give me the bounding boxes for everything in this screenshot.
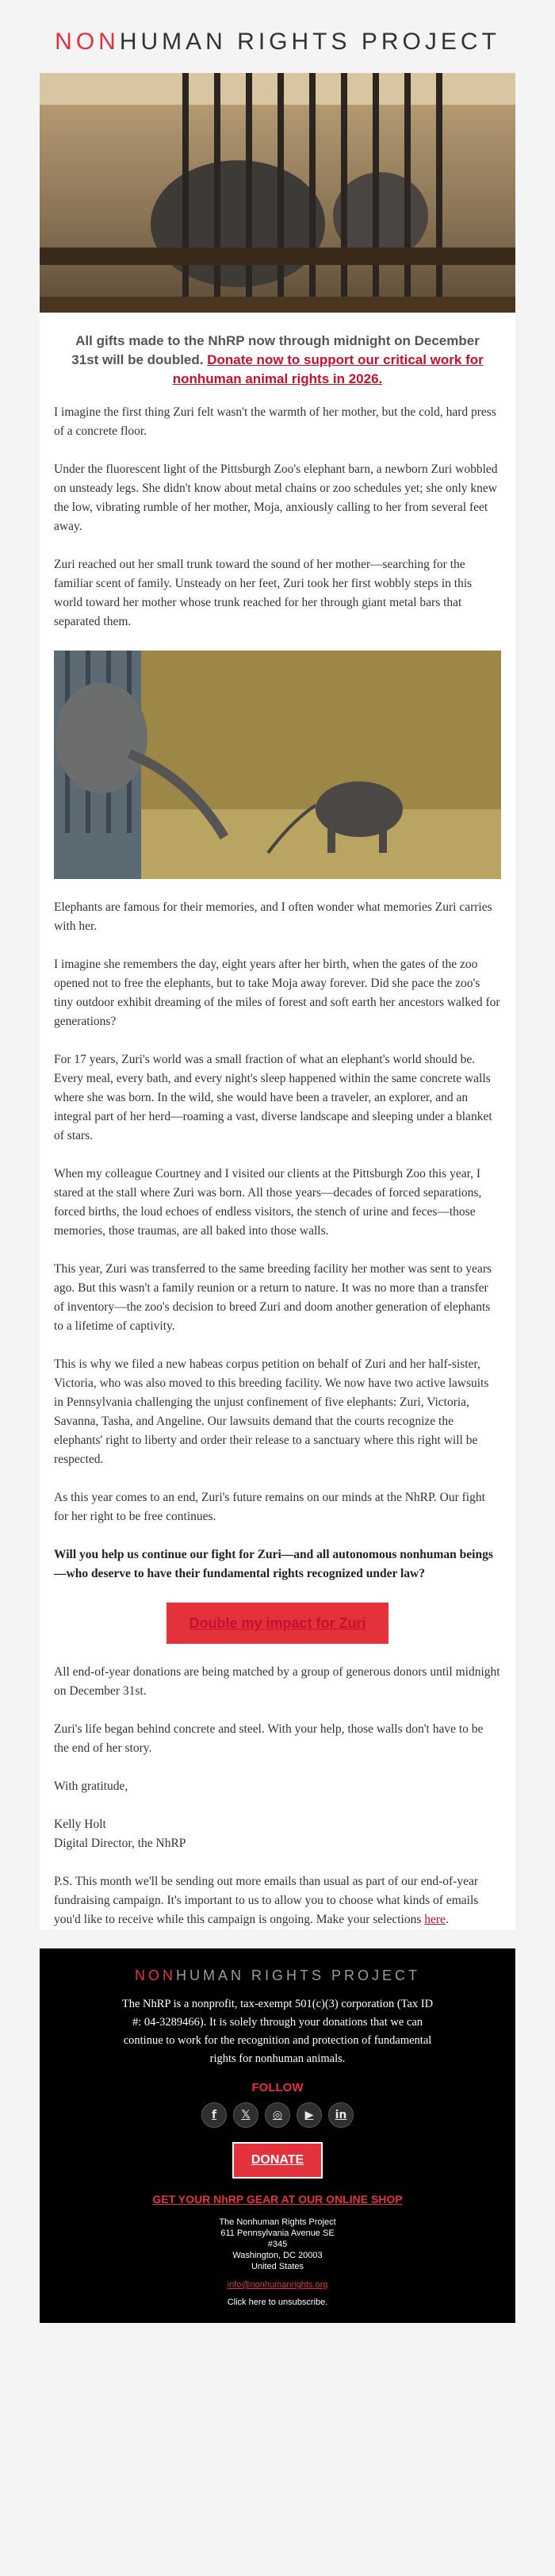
email-preferences-link[interactable]: here <box>424 1913 446 1926</box>
social-links <box>56 2102 500 2128</box>
nonprofit-statement: The NhRP is a nonprofit, tax-exempt 501(c)(3) corporation (Tax ID #: 04-3289466). It is solely through your donations that we can continue to work for the recognition and protection of fundamental rights for nonhuman animals. <box>121 1998 434 2065</box>
online-shop-link[interactable]: GET YOUR NhRP GEAR AT OUR ONLINE SHOP <box>152 2193 403 2206</box>
nhrp-logo[interactable]: NONHUMAN RIGHTS PROJECT <box>55 29 500 55</box>
hero-elephants-image <box>40 73 515 313</box>
donate-intro-link[interactable]: Donate now to support our critical work for nonhuman animal rights in 2026. <box>172 352 484 386</box>
email-body <box>40 73 515 1929</box>
address-line: United States <box>251 2262 304 2271</box>
follow-heading: FOLLOW <box>251 2081 304 2094</box>
address-line: Washington, DC 20003 <box>232 2251 323 2260</box>
address-line: 611 Pennsylvania Avenue SE <box>220 2229 335 2238</box>
paragraph: When my colleague Courtney and I visited our clients at the Pittsburgh Zoo this year, I stared at the stall where Zuri was born. All those years—decades of forced separations, forced births, the loud echoes of endless visitors, the stench of urine and feces—those memories, those traumas, are all baked into those walls. <box>54 1167 482 1238</box>
unsubscribe-link[interactable]: Click here to unsubscribe. <box>227 2298 328 2307</box>
paragraph: Under the fluorescent light of the Pittsburgh Zoo's elephant barn, a newborn Zuri wobbled on unsteady legs. She didn't know about metal chains or zoo schedules yet; she only knew the low, vibrating rumble of her mother, Moja, anxiously calling to her from several feet away. <box>54 463 498 533</box>
paragraph: This year, Zuri was transferred to the same breeding facility her mother was sent to years ago. But this wasn't a family reunion or a return to nature. It was no more than a transfer of inventory—the zoo's decision to breed Zuri and doom another generation of elephants to a lifetime of captivity. <box>54 1262 492 1333</box>
donate-button[interactable]: DONATE <box>232 2142 323 2179</box>
address-line: The Nonhuman Rights Project <box>219 2217 336 2227</box>
address-line: #345 <box>267 2240 288 2249</box>
letter-body <box>40 403 515 1929</box>
cta-container <box>54 1603 501 1644</box>
email-footer <box>40 1948 515 2323</box>
linkedin-icon[interactable]: in <box>328 2102 354 2128</box>
paragraph: All end-of-year donations are being matched by a group of generous donors until midnight on December 31st. <box>54 1665 500 1698</box>
signer-name: Kelly Holt <box>54 1818 106 1831</box>
paragraph: I imagine she remembers the day, eight years after her birth, when the gates of the zoo opened not to free the elephants, but to take Moja away forever. Did she pace the zoo's tiny outdoor exhibit dreaming of the miles of forest and soft earth her ancestors walked for generations? <box>54 958 500 1028</box>
paragraph: As this year comes to an end, Zuri's future remains on our minds at the NhRP. Our fight for her right to be free continues. <box>54 1491 485 1523</box>
paragraph: Elephants are famous for their memories, and I often wonder what memories Zuri carries with her. <box>54 900 492 933</box>
footer-logo[interactable]: NONHUMAN RIGHTS PROJECT <box>134 1968 420 1983</box>
zuri-calf-photo <box>54 651 501 879</box>
instagram-icon[interactable]: ◎ <box>265 2102 290 2128</box>
closing: With gratitude, <box>54 1779 128 1793</box>
x-icon[interactable]: 𝕏 <box>233 2102 258 2128</box>
double-impact-button[interactable]: Double my impact for Zuri <box>166 1603 388 1644</box>
mailing-address <box>56 2217 500 2272</box>
signer-title: Digital Director, the NhRP <box>54 1837 186 1850</box>
facebook-icon[interactable]: f <box>201 2102 227 2128</box>
paragraph: I imagine the first thing Zuri felt wasn't the warmth of her mother, but the cold, hard press of a concrete floor. <box>54 405 496 438</box>
paragraph: Zuri reached out her small trunk toward the sound of her mother—searching for the familiar scent of family. Unsteady on her feet, Zuri took her first wobbly steps in this world toward her mother whose trunk reached for her through giant metal bars that separated them. <box>54 558 473 628</box>
youtube-icon[interactable]: ▶ <box>297 2102 322 2128</box>
signature <box>54 1815 501 1853</box>
contact-email-link[interactable]: info@nonhumanrights.org <box>227 2280 328 2290</box>
paragraph: Zuri's life began behind concrete and steel. With your help, those walls don't have to be the end of her story. <box>54 1722 484 1755</box>
paragraph: This is why we filed a new habeas corpus petition on behalf of Zuri and her half-sister, Victoria, who was also moved to this breeding facility. We now have two active lawsuits in Pennsylvania challenging the unjust confinement of five elephants: Zuri, Victoria, Savanna, Tasha, and Angeline. Our lawsuits demand that the courts recognize the elephants' right to liberty and order their release to a sanctuary where this right will be respected. <box>54 1357 489 1466</box>
email-container <box>40 0 515 2323</box>
match-announcement: All gifts made to the NhRP now through midnight on December 31st will be doubled. Donate now to support our critical work for nonhuman animal rights in 2026. <box>71 333 484 386</box>
email-header <box>40 0 515 73</box>
paragraph: For 17 years, Zuri's world was a small fraction of what an elephant's world should be. Every meal, every bath, and every night's sleep happened within the same concrete walls where she was born. In the wild, she would have been a traveler, an explorer, and an integral part of her herd—roaming a vast, diverse landscape and sleeping under a blanket of stars. <box>54 1053 492 1142</box>
fundraising-ask: Will you help us continue our fight for Zuri—and all autonomous nonhuman beings—who deserve to have their fundamental rights recognized under law? <box>54 1548 493 1580</box>
postscript: P.S. This month we'll be sending out more emails than usual as part of our end-of-year fundraising campaign. It's important to us to allow you to choose what kinds of emails you'd like to receive while this campaign is ongoing. Make your selections here. <box>54 1875 479 1926</box>
